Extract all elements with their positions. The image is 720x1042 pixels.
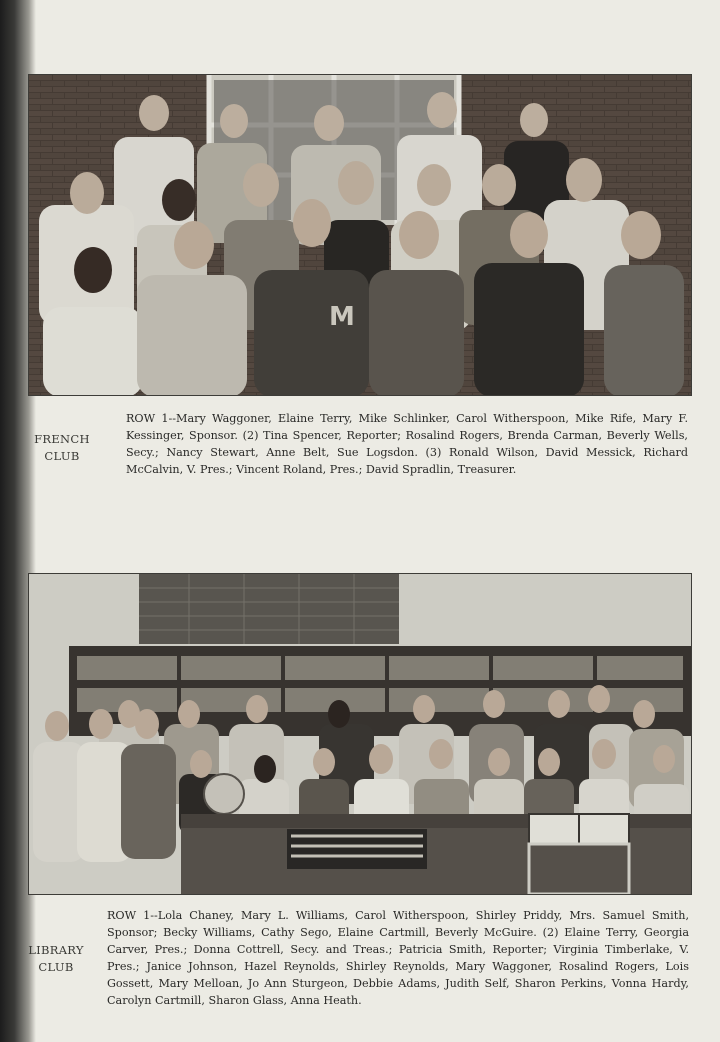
- french-club-label: [30, 431, 94, 465]
- library-club-label-line1: LIBRARY: [28, 943, 84, 957]
- library-club-label-line2: CLUB: [38, 960, 74, 974]
- svg-text:M: M: [329, 302, 355, 332]
- french-club-label-line1: FRENCH: [34, 432, 90, 446]
- library-club-photo: [28, 573, 692, 895]
- french-club-caption: ROW 1--Mary Waggoner, Elaine Terry, Mike Schlinker, Carol Witherspoon, Mike Rife, Mary F. Kessinger, Sponsor. (2) Tina Spencer, Reporter; Rosalind Rogers, Brenda Carman, Beverly Wells, Secy.; Nancy Stewart, Anne Belt, Sue Logsdon. (3) Ronald Wilson, David Messick, Richard McCalvin, V. Pres.; Vincent Roland, Pres.; David Spradlin, Treasurer.: [126, 412, 688, 476]
- library-club-label: [24, 942, 88, 976]
- library-club-caption: ROW 1--Lola Chaney, Mary L. Williams, Carol Witherspoon, Shirley Priddy, Mrs. Samuel Smith, Sponsor; Becky Williams, Cathy Sego, Elaine Cartmill, Beverly McGuire. (2) Elaine Terry, Georgia Carver, Pres.; Donna Cottrell, Secy. and Treas.; Patricia Smith, Reporter; Virginia Timberlake, V. Pres.; Janice Johnson, Hazel Reynolds, Shirley Reynolds, Mary Waggoner, Rosalind Rogers, Lois Gossett, Mary Melloan, Jo Ann Sturgeon, Debbie Adams, Judith Self, Sharon Perkins, Vonna Hardy, Carolyn Cartmill, Sharon Glass, Anna Heath.: [107, 909, 689, 1007]
- french-club-photo: [28, 74, 692, 396]
- french-club-label-line2: CLUB: [44, 449, 80, 463]
